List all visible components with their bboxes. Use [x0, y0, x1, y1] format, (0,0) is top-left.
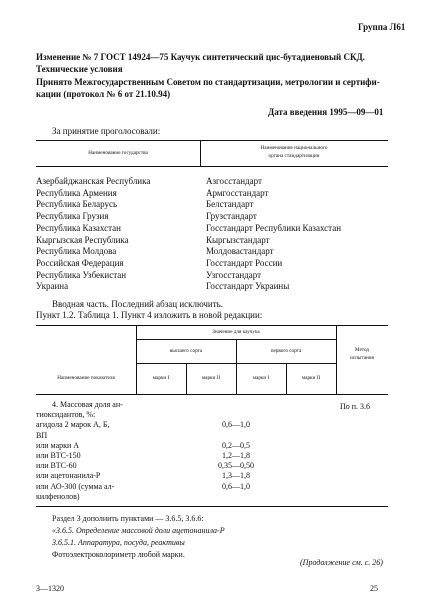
indicator-value: 0,6—1,0 — [222, 481, 250, 491]
voted-state: Республика Узбекистан — [36, 269, 127, 280]
indicator-name-line: агидола 2 марок А, Б, — [36, 420, 110, 430]
amendment-title-line1: Изменение № 7 ГОСТ 14924—75 Каучук синтетический цис-бутадиеновый СКД. — [36, 52, 365, 62]
row-method: По п. 3.6 — [340, 402, 371, 411]
table-vline-1 — [136, 325, 137, 394]
indicator-name-line: или ацетонанила-Р — [36, 471, 101, 481]
header-top-mark2: марки II — [201, 375, 221, 381]
indicator-value: 0,35—0,50 — [218, 461, 254, 471]
voted-standards-body: Узгосстандарт — [206, 269, 262, 280]
page-number: 25 — [370, 584, 378, 593]
indicator-name-line: тиоксидантов, %: — [36, 410, 96, 420]
voted-state: Российская Федерация — [36, 257, 124, 268]
voted-col-state: Наименование государства — [88, 150, 148, 156]
table-header-bottom-rule — [36, 394, 388, 395]
voted-standards-body: Госстандарт России — [206, 257, 283, 268]
header-first-grade: первого сорта — [270, 348, 302, 354]
group-code: Группа Л61 — [358, 22, 406, 32]
table-instruction: Пункт 1.2. Таблица 1. Пункт 4 изложить в новой редакции: — [36, 310, 263, 320]
header-first-mark2: марки II — [301, 375, 321, 381]
header-top-grade: высшего сорта — [169, 348, 203, 354]
voted-state: Республика Грузия — [36, 211, 109, 222]
voted-state: Кыргызская Республика — [36, 234, 129, 245]
header-method-line2: испытания — [350, 355, 374, 361]
section-add-note: Раздел 3 дополнить пунктами — 3.6.5, 3.6.6: — [52, 514, 204, 523]
voted-standards-body: Азгосстандарт — [206, 176, 262, 186]
voted-table-top-rule — [36, 140, 388, 141]
table-bottom-rule — [36, 506, 388, 507]
voted-state: Республика Беларусь — [36, 199, 118, 210]
indicator-name-line: ВП — [36, 430, 48, 440]
header-indicator-name: Наименование показателя — [57, 375, 115, 381]
voted-state: Республика Казахстан — [36, 222, 121, 233]
voted-standards-body: Кыргызстандарт — [206, 234, 270, 245]
header-top-mark1: марки I — [152, 375, 170, 381]
voted-state: Украина — [36, 281, 69, 292]
clause-3-6-5-1: 3.6.5.1. Аппаратура, посуда, реактивы — [52, 538, 185, 547]
voted-state: Азербайджанская Республика — [36, 176, 151, 186]
adoption-line1: Принято Межгосударственным Советом по стандартизации, метрологии и сертифи- — [36, 77, 380, 87]
adoption-line2: кации (протокол № 6 от 21.10.94) — [36, 89, 171, 99]
indicator-value: 1,3—1,8 — [222, 471, 250, 481]
continued-note: (Продолжение см. с. 26) — [300, 558, 383, 567]
header-method-line1: Метод — [354, 347, 370, 353]
voted-lead: За принятие проголосовали: — [52, 126, 161, 136]
voted-standards-body: Белстандарт — [206, 199, 254, 210]
equipment-line: Фотоэлектроколориметр любой марки. — [52, 550, 185, 559]
indicator-value: 1,2—1,8 — [222, 451, 250, 460]
voted-col-body-line2: органа стандартизации — [268, 153, 320, 159]
voted-col-body-line1: Наименование национального — [260, 145, 328, 151]
footer-code: 3—1320 — [36, 584, 64, 593]
indicator-value: 0,6—1,0 — [222, 420, 250, 430]
voted-table-header-rule — [36, 166, 388, 167]
indicator-name-line: 4. Массовая доля ан- — [52, 400, 123, 409]
header-value: Значение для каучука — [212, 329, 260, 335]
indicator-name-line: или марки А — [36, 440, 80, 450]
indicator-name-line: килфенолов) — [36, 491, 80, 501]
voted-standards-body: Грузстандарт — [206, 211, 257, 222]
introduction-date: Дата введения 1995—09—01 — [268, 107, 384, 117]
voted-standards-body: Госстандарт Республики Казахстан — [206, 222, 342, 233]
indicator-value: 0,2—0,5 — [222, 440, 250, 450]
indicator-name-line: или АО-300 (сумма ал- — [36, 481, 115, 491]
amendment-title-line2: Технические условия — [36, 64, 123, 74]
voted-state: Республика Армения — [36, 187, 117, 198]
clause-3-6-5: «3.6.5. Определение массовой доли ацетонанила-Р — [52, 526, 225, 535]
voted-standards-body: Молдовастандарт — [206, 246, 274, 257]
intro-instruction: Вводная часть. Последний абзац исключить. — [52, 299, 224, 309]
header-first-mark1: марки I — [252, 375, 270, 381]
voted-standards-body: Армгосстандарт — [206, 187, 269, 198]
voted-standards-body: Госстандарт Украины — [206, 281, 290, 292]
voted-state: Республика Молдова — [36, 246, 117, 257]
indicator-name-line: или ВТС-60 — [36, 461, 77, 471]
indicator-name-line: или ВТС-150 — [36, 451, 81, 460]
